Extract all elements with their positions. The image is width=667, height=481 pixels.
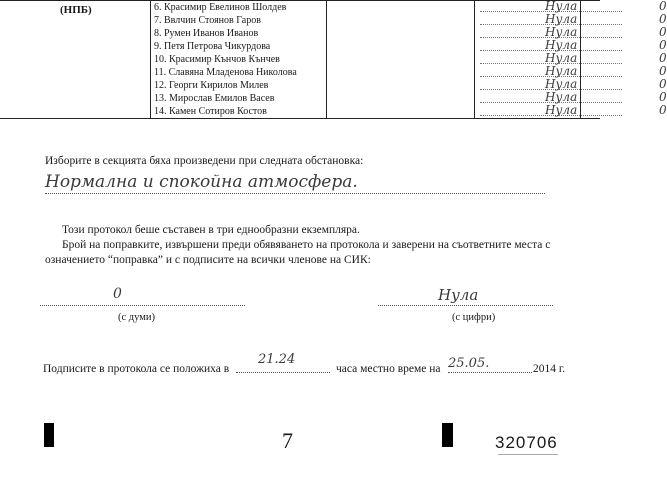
member-name: 7. Ввлчин Стоянов Гаров: [154, 15, 261, 26]
member-name: 6. Красимир Евелинов Шолдев: [154, 2, 287, 13]
protocol-copies-text: Този протокол беше съставен в три еднообразни екземпляра.: [62, 224, 360, 236]
signed-middle: часа местно време на: [336, 363, 441, 375]
signed-prefix: Подписите в протокола се положиха в: [43, 363, 230, 375]
member-name: 10. Красимир Кънчов Кънчев: [154, 54, 280, 65]
member-name: 9. Петя Петрова Чикурдова: [154, 41, 271, 52]
member-digits-value: 0: [659, 103, 667, 117]
member-words-value: Нула: [545, 90, 578, 104]
corrections-words-line: [40, 305, 245, 306]
member-words-value: Нула: [545, 77, 578, 91]
corrections-digits-line: [378, 305, 553, 306]
member-words-value: Нула: [545, 64, 578, 78]
member-row: [150, 38, 667, 53]
corner-mark-right: [442, 423, 453, 447]
member-digits-value: 0: [659, 0, 667, 13]
corner-mark-left: [44, 423, 54, 447]
barcode-number: 320706: [495, 433, 558, 452]
circumstances-value: Нормална и спокойна атмосфера.: [45, 172, 358, 192]
member-words-value: Нула: [545, 51, 578, 65]
barcode-underline: [498, 454, 558, 455]
page-number: 7: [282, 428, 293, 453]
member-words-value: Нула: [545, 38, 578, 52]
member-name: 11. Славяна Младенова Николова: [154, 67, 297, 78]
signed-date: 25.05.: [448, 356, 490, 371]
member-row: [150, 103, 667, 118]
words-caption: (с думи): [118, 312, 155, 323]
member-row: [150, 0, 667, 14]
member-words-value: Нула: [545, 12, 578, 26]
member-row: [150, 12, 667, 27]
circumstances-label: Изборите в секцията бяха произведени при следната обстановка:: [45, 155, 364, 167]
signed-time-line: [236, 372, 330, 373]
member-name: 13. Мирослав Емилов Васев: [154, 93, 275, 104]
corrections-text-line1: Брой на поправките, извършени преди обявяването на протокола и заверени на съответните места с: [62, 239, 551, 251]
circumstances-line: [45, 193, 545, 194]
signed-suffix: 2014 г.: [533, 363, 566, 375]
signed-time: 21.24: [258, 352, 296, 367]
member-row: [150, 64, 667, 79]
member-digits-value: 0: [659, 25, 667, 39]
member-digits-value: 0: [659, 51, 667, 65]
signed-date-line: [448, 372, 532, 373]
member-digits-value: 0: [659, 38, 667, 52]
member-digits-value: 0: [659, 64, 667, 78]
corrections-digits-value: Нула: [438, 286, 479, 304]
table-bottom-border: [0, 118, 600, 119]
member-row: [150, 51, 667, 66]
member-words-value: Нула: [545, 103, 578, 117]
member-name: 12. Георги Кирилов Милев: [154, 80, 269, 91]
member-words-value: Нула: [545, 0, 578, 13]
member-digits-value: 0: [659, 90, 667, 104]
corrections-words-value: 0: [113, 286, 122, 302]
member-row: [150, 90, 667, 105]
party-label: (НПБ): [60, 4, 92, 16]
member-words-value: Нула: [545, 25, 578, 39]
member-row: [150, 25, 667, 40]
member-name: 14. Камен Сотиров Костов: [154, 106, 267, 117]
member-digits-value: 0: [659, 12, 667, 26]
member-row: [150, 77, 667, 92]
member-digits-value: 0: [659, 77, 667, 91]
digits-caption: (с цифри): [452, 312, 496, 323]
corrections-text-line2: означението “поправка” и с подписите на всички членове на СИК:: [45, 254, 371, 266]
member-name: 8. Румен Иванов Иванов: [154, 28, 259, 39]
